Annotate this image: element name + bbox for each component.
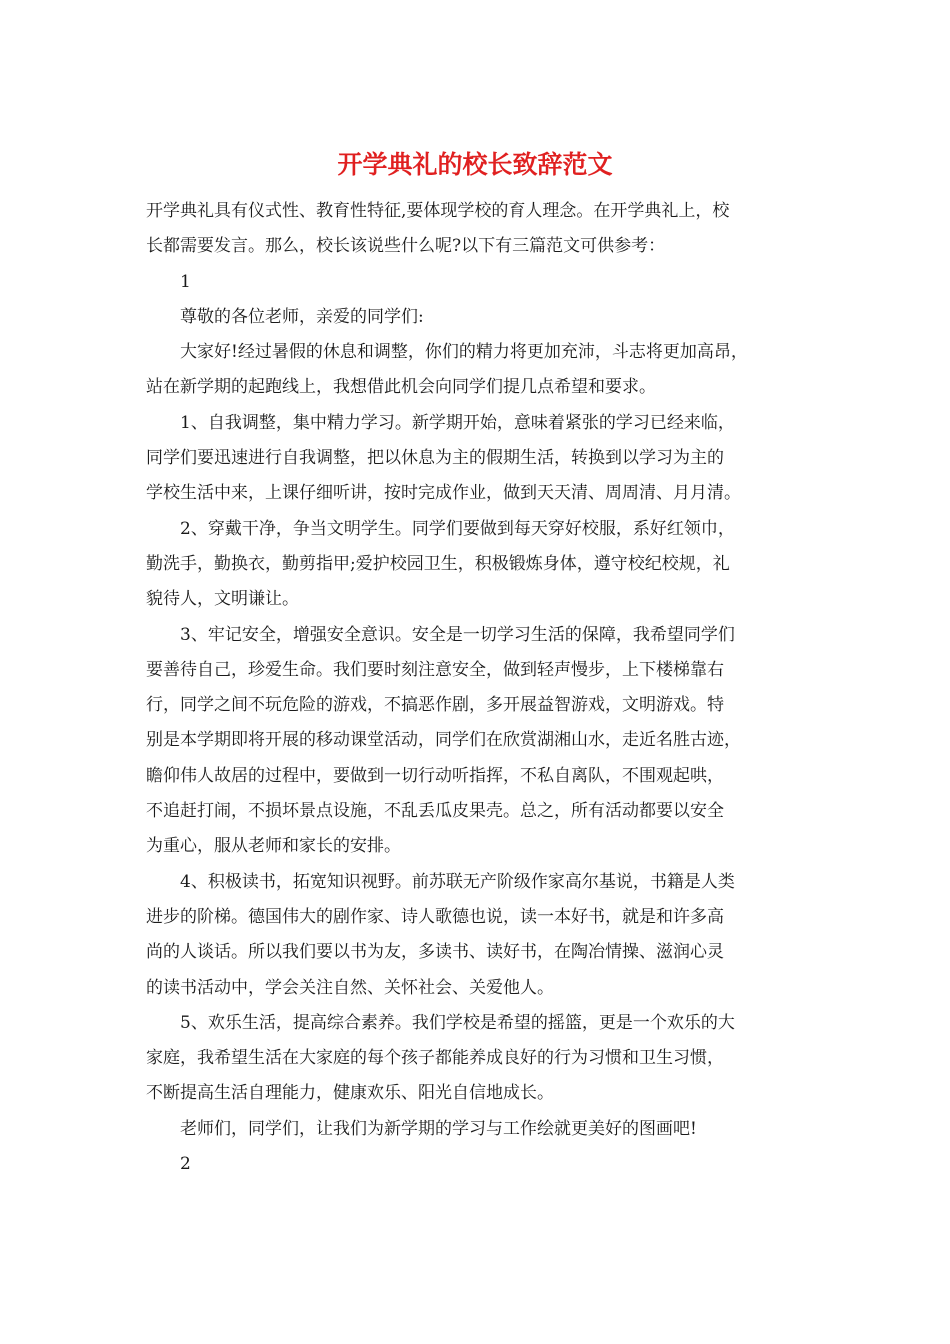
text-line: 开学典礼具有仪式性、教育性特征,要体现学校的育人理念。在开学典礼上，校 xyxy=(146,201,730,221)
text-line: 长都需要发言。那么，校长该说些什么呢?以下有三篇范文可供参考： xyxy=(146,236,666,257)
text-line: 不追赶打闹，不损坏景点设施，不乱丢瓜皮果壳。总之，所有活动都要以安全 xyxy=(146,801,724,822)
text-line: 站在新学期的起跑线上，我想借此机会向同学们提几点希望和要求。 xyxy=(146,377,656,398)
text-line: 学校生活中来，上课仔细听讲，按时完成作业，做到天天清、周周清、月月清。 xyxy=(146,483,741,504)
text-line: 进步的阶梯。德国伟大的剧作家、诗人歌德也说，读一本好书，就是和许多高 xyxy=(146,906,724,927)
text-line: 瞻仰伟人故居的过程中，要做到一切行动听指挥，不私自离队，不围观起哄， xyxy=(146,765,724,786)
text-line: 家庭，我希望生活在大家庭的每个孩子都能养成良好的行为习惯和卫生习惯， xyxy=(146,1048,724,1069)
text-line: 4、积极读书，拓宽知识视野。前苏联无产阶级作家高尔基说，书籍是人类 xyxy=(180,871,735,892)
text-line: 勤洗手，勤换衣，勤剪指甲;爱护校园卫生，积极锻炼身体，遵守校纪校规，礼 xyxy=(146,553,730,574)
text-line: 的读书活动中，学会关注自然、关怀社会、关爱他人。 xyxy=(146,977,554,998)
text-line: 貌待人，文明谦让。 xyxy=(146,589,299,610)
text-line: 3、牢记安全，增强安全意识。安全是一切学习生活的保障，我希望同学们 xyxy=(180,624,735,645)
text-line: 大家好!经过暑假的休息和调整，你们的精力将更加充沛，斗志将更加高昂， xyxy=(180,342,748,363)
text-line: 1、自我调整，集中精力学习。新学期开始，意味着紧张的学习已经来临， xyxy=(180,412,735,433)
text-line: 要善待自己，珍爱生命。我们要时刻注意安全，做到轻声慢步，上下楼梯靠右 xyxy=(146,659,724,680)
text-line: 同学们要迅速进行自我调整，把以休息为主的假期生活，转换到以学习为主的 xyxy=(146,448,724,469)
document-body xyxy=(146,194,818,1182)
text-line: 2 xyxy=(180,1154,191,1175)
text-line: 1 xyxy=(180,271,191,292)
text-line: 不断提高生活自理能力，健康欢乐、阳光自信地成长。 xyxy=(146,1083,554,1104)
text-line: 行，同学之间不玩危险的游戏，不搞恶作剧，多开展益智游戏，文明游戏。特 xyxy=(146,695,724,716)
text-line: 5、欢乐生活，提高综合素养。我们学校是希望的摇篮，更是一个欢乐的大 xyxy=(180,1012,735,1033)
text-line: 老师们，同学们，让我们为新学期的学习与工作绘就更美好的图画吧! xyxy=(180,1118,697,1139)
text-line: 为重心，服从老师和家长的安排。 xyxy=(146,836,401,857)
text-line: 尊敬的各位老师，亲爱的同学们: xyxy=(180,306,424,327)
text-line: 别是本学期即将开展的移动课堂活动，同学们在欣赏湖湘山水，走近名胜古迹， xyxy=(146,730,741,751)
document-title: 开学典礼的校长致辞范文 xyxy=(337,150,613,179)
text-line: 尚的人谈话。所以我们要以书为友，多读书、读好书，在陶冶情操、滋润心灵 xyxy=(146,942,724,963)
text-line: 2、穿戴干净，争当文明学生。同学们要做到每天穿好校服，系好红领巾， xyxy=(180,518,735,539)
